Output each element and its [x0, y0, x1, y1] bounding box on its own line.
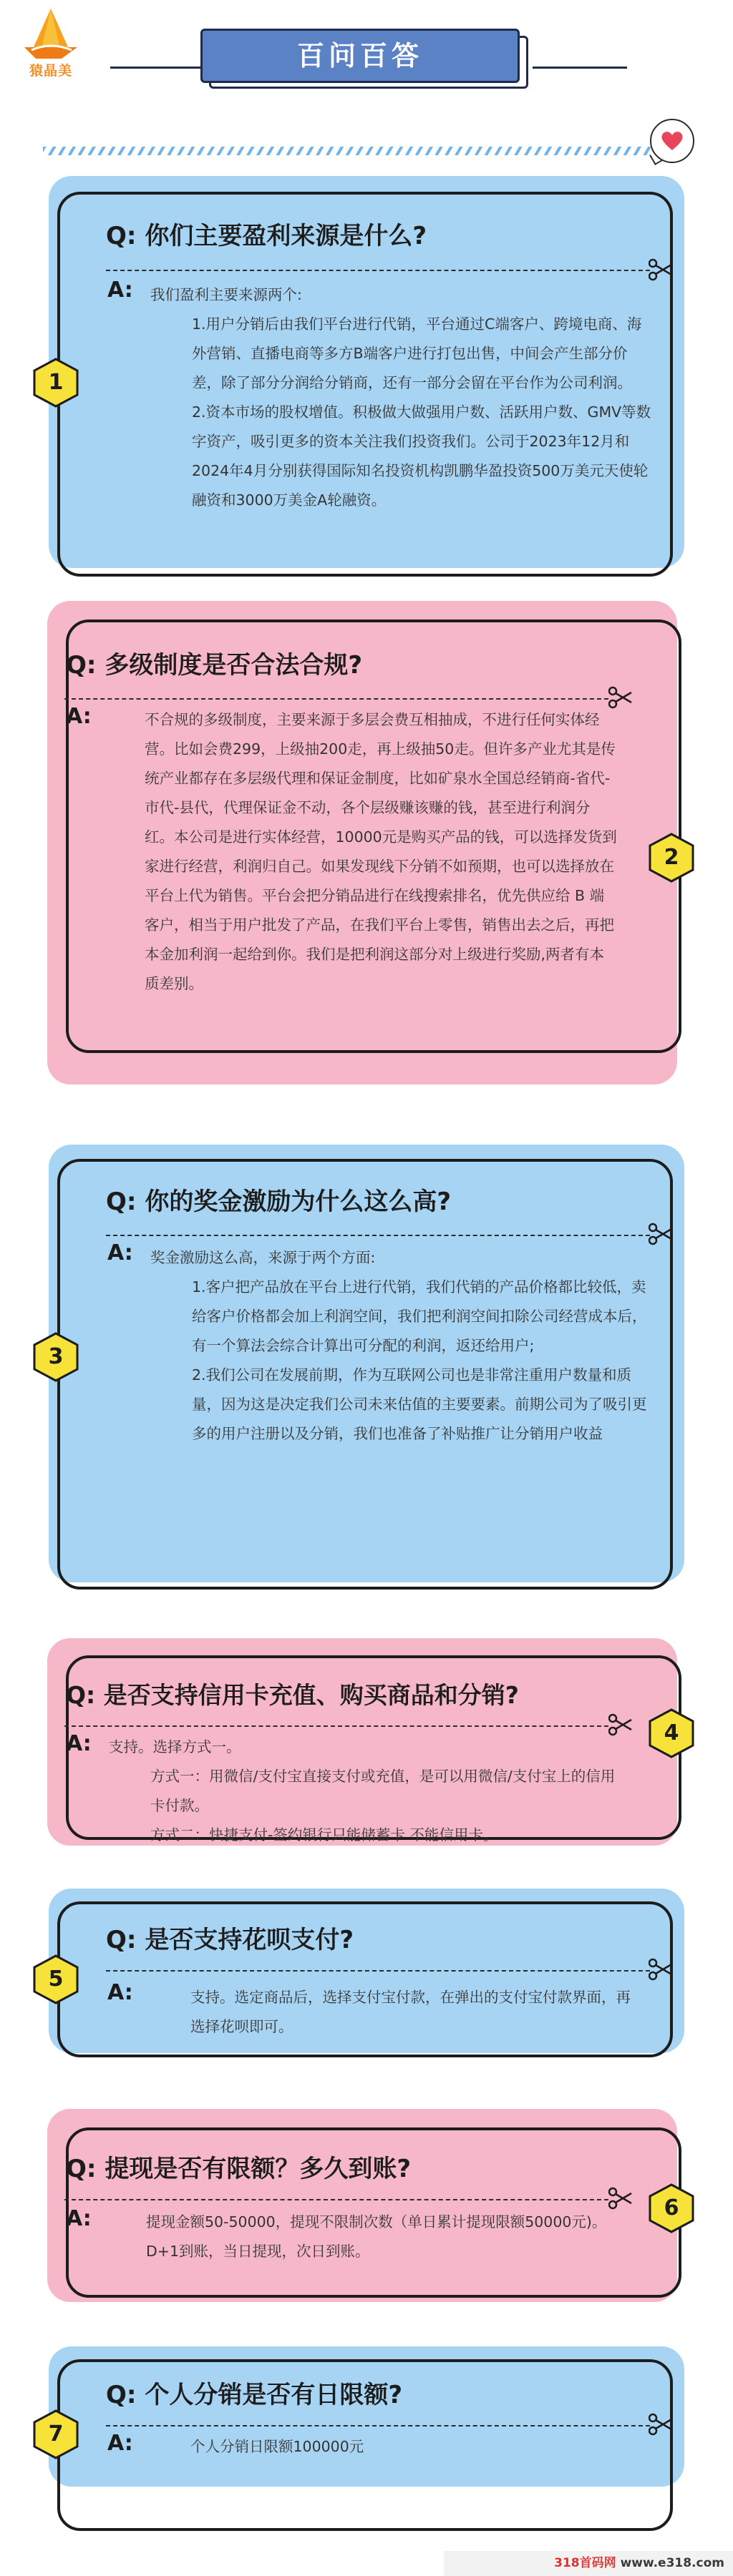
question-text: Q: 是否支持信用卡充值、购买商品和分销? — [66, 1681, 519, 1709]
answer-text — [150, 1983, 644, 2042]
answer-text — [109, 705, 618, 999]
cut-line — [106, 2425, 650, 2426]
number-badge — [649, 833, 694, 883]
title-line-left — [110, 67, 200, 69]
scissors-icon — [649, 1222, 673, 1246]
cut-line — [64, 2199, 608, 2200]
answer-label: A: — [107, 2431, 133, 2456]
answer-paragraph: 奖金激励这么高，来源于两个方面: — [150, 1249, 376, 1266]
answer-label: A: — [107, 1980, 133, 2005]
badge-number: 3 — [48, 1344, 64, 1369]
answer-paragraph: 提现金额50-50000，提现不限制次数（单日累计提现限额50000元)。 — [146, 2213, 607, 2230]
page-title-banner — [200, 29, 533, 87]
cut-line — [64, 1725, 608, 1727]
decorative-dash-band — [43, 147, 651, 155]
question-text: Q: 是否支持花呗支付? — [106, 1926, 354, 1954]
answer-label: A: — [107, 278, 133, 303]
scissors-icon — [649, 2412, 673, 2437]
answer-paragraph: 支持。选择方式一。 — [109, 1738, 241, 1755]
answer-text — [109, 2208, 618, 2266]
heart-bubble — [650, 119, 694, 163]
number-badge — [33, 1954, 79, 2004]
cut-line — [106, 1970, 650, 1972]
scissors-icon — [608, 2186, 633, 2210]
site-name: 318首码网 — [554, 2556, 616, 2570]
cut-line — [64, 698, 608, 700]
answer-paragraph: 1.客户把产品放在平台上进行代销，我们代销的产品价格都比较低，卖给客户价格都会加上利润空间，我们把利润空间扣除公司经营成本后，有一个算法会综合计算出可分配的利润，返还给用户; — [192, 1278, 647, 1354]
site-watermark — [444, 2551, 733, 2576]
answer-text — [150, 1243, 651, 1449]
brand-logo-text: 猿晶美 — [29, 63, 72, 79]
badge-number: 6 — [664, 2195, 679, 2220]
badge-number: 5 — [48, 1967, 64, 1992]
answer-paragraph: 2.资本市场的股权增值。积极做大做强用户数、活跃用户数、GMV等数字资产，吸引更多的资本关注我们投资我们。公司于2023年12月和2024年4月分别获得国际知名投资机构凯鹏华盈投资500万美元天使轮融资和3000万美金A轮融资。 — [192, 403, 651, 509]
page-title: 百问百答 — [200, 29, 520, 83]
site-url: www.e318.com — [620, 2556, 724, 2570]
answer-text — [109, 1733, 618, 1850]
answer-paragraph: 方式一：用微信/支付宝直接支付或充值，是可以用微信/支付宝上的信用卡付款。 — [150, 1768, 616, 1814]
heart-icon — [661, 130, 684, 152]
scissors-icon — [649, 258, 673, 282]
badge-number: 1 — [48, 370, 64, 395]
number-badge — [33, 358, 79, 408]
question-text: Q: 你的奖金激励为什么这么高? — [106, 1187, 452, 1216]
answer-paragraph: D+1到账，当日提现，次日到账。 — [146, 2243, 370, 2260]
badge-number: 2 — [664, 845, 679, 870]
badge-number: 4 — [664, 1720, 679, 1745]
answer-label: A: — [66, 2206, 92, 2231]
answer-paragraph: 不合规的多级制度，主要来源于多层会费互相抽成，不进行任何实体经营。比如会费299，上级抽200走，再上级抽50走。但许多产业尤其是传统产业都存在多层级代理和保证金制度，比如矿泉水全国总经销商-省代-市代-县代，代理保证金不动，各个层级赚该赚的钱，甚至进行利润分红。本公司是进行实体经营，10000元是购买产品的钱，可以选择发货到家进行经营，利润归自己。如果发现线下分销不如预期，也可以选择放在平台上代为销售。平台会把分销品进行在线搜索排名，优先供应给 B 端客户，相当于用户批发了产品，在我们平台上零售，销售出去之后，再把本金加利润一起给到你。我们是把利润这部分对上级进行奖励,两者有本质差别。 — [145, 711, 617, 992]
scissors-icon — [649, 1957, 673, 1982]
question-text: Q: 个人分销是否有日限额? — [106, 2381, 403, 2409]
answer-paragraph: 方式二：快捷支付-签约银行只能储蓄卡 不能信用卡。 — [150, 1826, 498, 1843]
cut-line — [106, 270, 650, 271]
answer-text — [150, 280, 651, 515]
number-badge — [649, 1708, 694, 1758]
answer-paragraph: 个人分销日限额100000元 — [190, 2438, 364, 2455]
title-line-right — [533, 67, 627, 69]
number-badge — [33, 1332, 79, 1382]
answer-paragraph: 1.用户分销后由我们平台进行代销，平台通过C端客户、跨境电商、海外营销、直播电商等多方B端客户进行打包出售，中间会产生部分价差，除了部分分润给分销商，还有一部分会留在平台作为公司利润。 — [192, 315, 642, 391]
answer-label: A: — [66, 1731, 92, 1756]
answer-paragraph: 2.我们公司在发展前期，作为互联网公司也是非常注重用户数量和质量，因为这是决定我们公司未来估值的主要要素。前期公司为了吸引更多的用户注册以及分销，我们也准备了补贴推广让分销用户收益 — [192, 1366, 647, 1442]
answer-paragraph: 我们盈利主要来源两个: — [150, 286, 302, 303]
answer-paragraph: 支持。选定商品后，选择支付宝付款，在弹出的支付宝付款界面，再选择花呗即可。 — [190, 1989, 631, 2035]
answer-label: A: — [66, 704, 92, 729]
number-badge — [33, 2409, 79, 2459]
number-badge — [649, 2183, 694, 2233]
question-text: Q: 你们主要盈利来源是什么? — [106, 222, 427, 250]
answer-text — [150, 2432, 644, 2462]
question-text: Q: 多级制度是否合法合规? — [66, 651, 363, 680]
cut-line — [106, 1235, 650, 1236]
answer-label: A: — [107, 1240, 133, 1265]
question-text: Q: 提现是否有限额？多久到账? — [66, 2155, 412, 2183]
badge-number: 7 — [48, 2421, 64, 2447]
